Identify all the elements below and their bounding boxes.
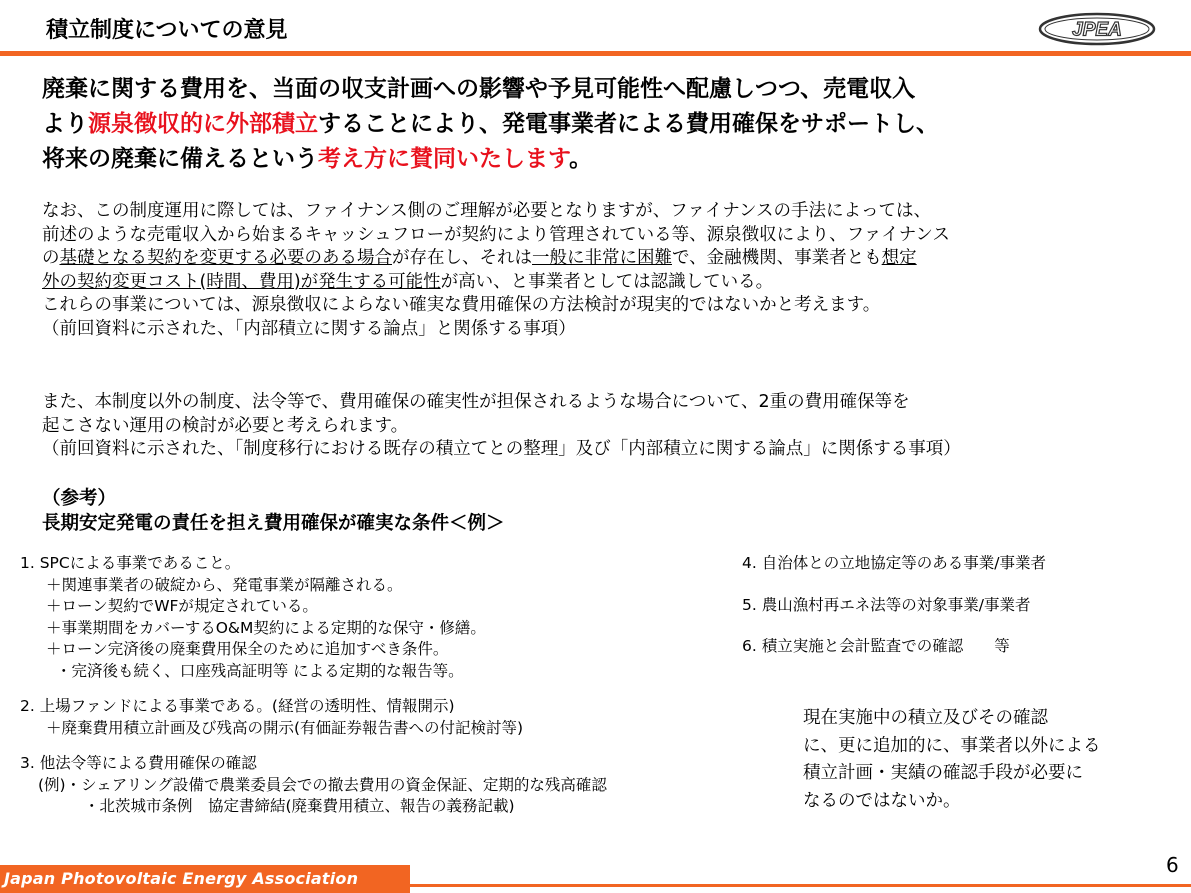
list-item: 1. SPCによる事業であること。 <box>20 554 241 572</box>
lead-line-1: 廃棄に関する費用を、当面の収支計画への影響や予見可能性へ配慮しつつ、売電収入 <box>42 76 916 102</box>
jpea-logo <box>1038 12 1156 46</box>
list-item: 4. 自治体との立地協定等のある事業/事業者 <box>742 554 1046 572</box>
underlined-text: 外の契約変更コスト(時間、費用)が発生する可能性 <box>42 271 441 292</box>
list-subitem: ＋関連事業者の破綻から、発電事業が隔離される。 <box>46 575 403 594</box>
paragraph-text: が存在し、それは <box>392 248 532 268</box>
underlined-text: 基礎となる契約を変更する必要のある場合 <box>59 248 392 268</box>
paragraph-text: の <box>42 248 60 268</box>
list-item: 6. 積立実施と会計監査での確認 等 <box>742 637 1010 655</box>
conditions-right-list <box>742 553 1046 658</box>
reference-label: （参考） <box>42 488 117 509</box>
list-item: 3. 他法令等による費用確保の確認 <box>20 754 257 772</box>
underlined-text: 想定 <box>881 248 917 268</box>
lead-text: より <box>42 111 88 137</box>
list-item: 2. 上場ファンドによる事業である。(経営の透明性、情報開示) <box>20 697 455 715</box>
paragraph-text: で、金融機関、事業者とも <box>672 248 882 268</box>
list-subitem: ＋廃棄費用積立計画及び残高の開示(有価証券報告書への付記検討等) <box>46 718 524 737</box>
financing-paragraph <box>42 200 950 341</box>
list-subitem: ＋ローン契約でWFが規定されている。 <box>46 597 318 615</box>
underlined-text: 一般に非常に困難 <box>532 248 672 268</box>
note-line: に、更に追加的に、事業者以外による <box>803 735 1101 756</box>
conditions-left-list <box>20 553 607 818</box>
lead-line-2 <box>42 107 939 142</box>
note-line: なるのではないか。 <box>803 790 961 811</box>
logo-text: JPEA <box>1072 19 1122 41</box>
list-subitem: ・完済後も続く、口座残高証明等 による定期的な報告等。 <box>56 661 464 680</box>
lead-text: 。 <box>569 146 593 172</box>
list-item: 5. 農山漁村再エネ法等の対象事業/事業者 <box>742 595 1031 614</box>
reference-title: 長期安定発電の責任を担え費用確保が確実な条件＜例＞ <box>42 513 505 534</box>
paragraph-line <box>42 271 950 295</box>
paragraph-line: なお、この制度運用に際しては、ファイナンス側のご理解が必要となりますが、ファイナンスの手法によっては、 <box>42 201 931 221</box>
note-line: 積立計画・実績の確認手段が必要に <box>803 763 1083 783</box>
paragraph-line: これらの事業については、源泉徴収によらない確実な費用確保の方法検討が現実的ではないかと考えます。 <box>42 295 881 315</box>
lead-line-3 <box>42 142 939 177</box>
list-subitem: ・北茨城市条例 協定書締結(廃棄費用積立、報告の義務記載) <box>84 797 515 815</box>
footer-organization: Japan Photovoltaic Energy Association <box>4 869 359 888</box>
paragraph-line: 前述のような売電収入から始まるキャッシュフローが契約により管理されている等、源泉徴収により、ファイナンス <box>42 224 950 245</box>
paragraph-line <box>42 247 950 271</box>
paragraph-line: また、本制度以外の制度、法令等で、費用確保の確実性が担保されるような場合について、2重の費用確保等を <box>42 392 910 412</box>
header-rule <box>0 51 1191 56</box>
note-line: 現在実施中の積立及びその確認 <box>803 708 1048 728</box>
paragraph-line: （前回資料に示された、「内部積立に関する論点」と関係する事項） <box>42 318 576 339</box>
paragraph-line: （前回資料に示された、「制度移行における既存の積立てとの整理」及び「内部積立に関する論点」に関係する事項） <box>42 439 961 459</box>
page-number: 6 <box>1166 853 1179 877</box>
page-title: 積立制度についての意見 <box>46 18 288 43</box>
list-subitem: (例)・シェアリング設備で農業委員会での撤去費用の資金保証、定期的な残高確認 <box>38 775 607 794</box>
lead-text: 将来の廃棄に備えるという <box>42 146 318 172</box>
paragraph-text: が高い、と事業者としては認識している。 <box>440 271 774 292</box>
lead-statement <box>42 72 939 177</box>
paragraph-line: 起こさない運用の検討が必要と考えられます。 <box>42 415 409 436</box>
footer-rule <box>410 884 1191 887</box>
lead-emphasis: 源泉徴収的に外部積立 <box>88 111 318 137</box>
lead-emphasis: 考え方に賛同いたします <box>318 146 570 172</box>
list-subitem: ＋事業期間をカバーするO&M契約による定期的な保守・修繕。 <box>46 618 486 637</box>
reference-heading <box>42 486 505 536</box>
list-subitem: ＋ローン完済後の廃棄費用保全のために追加すべき条件。 <box>46 640 449 658</box>
double-funding-paragraph <box>42 391 961 462</box>
lead-text: することにより、発電事業者による費用確保をサポートし、 <box>318 111 939 137</box>
proposal-note <box>803 705 1101 815</box>
